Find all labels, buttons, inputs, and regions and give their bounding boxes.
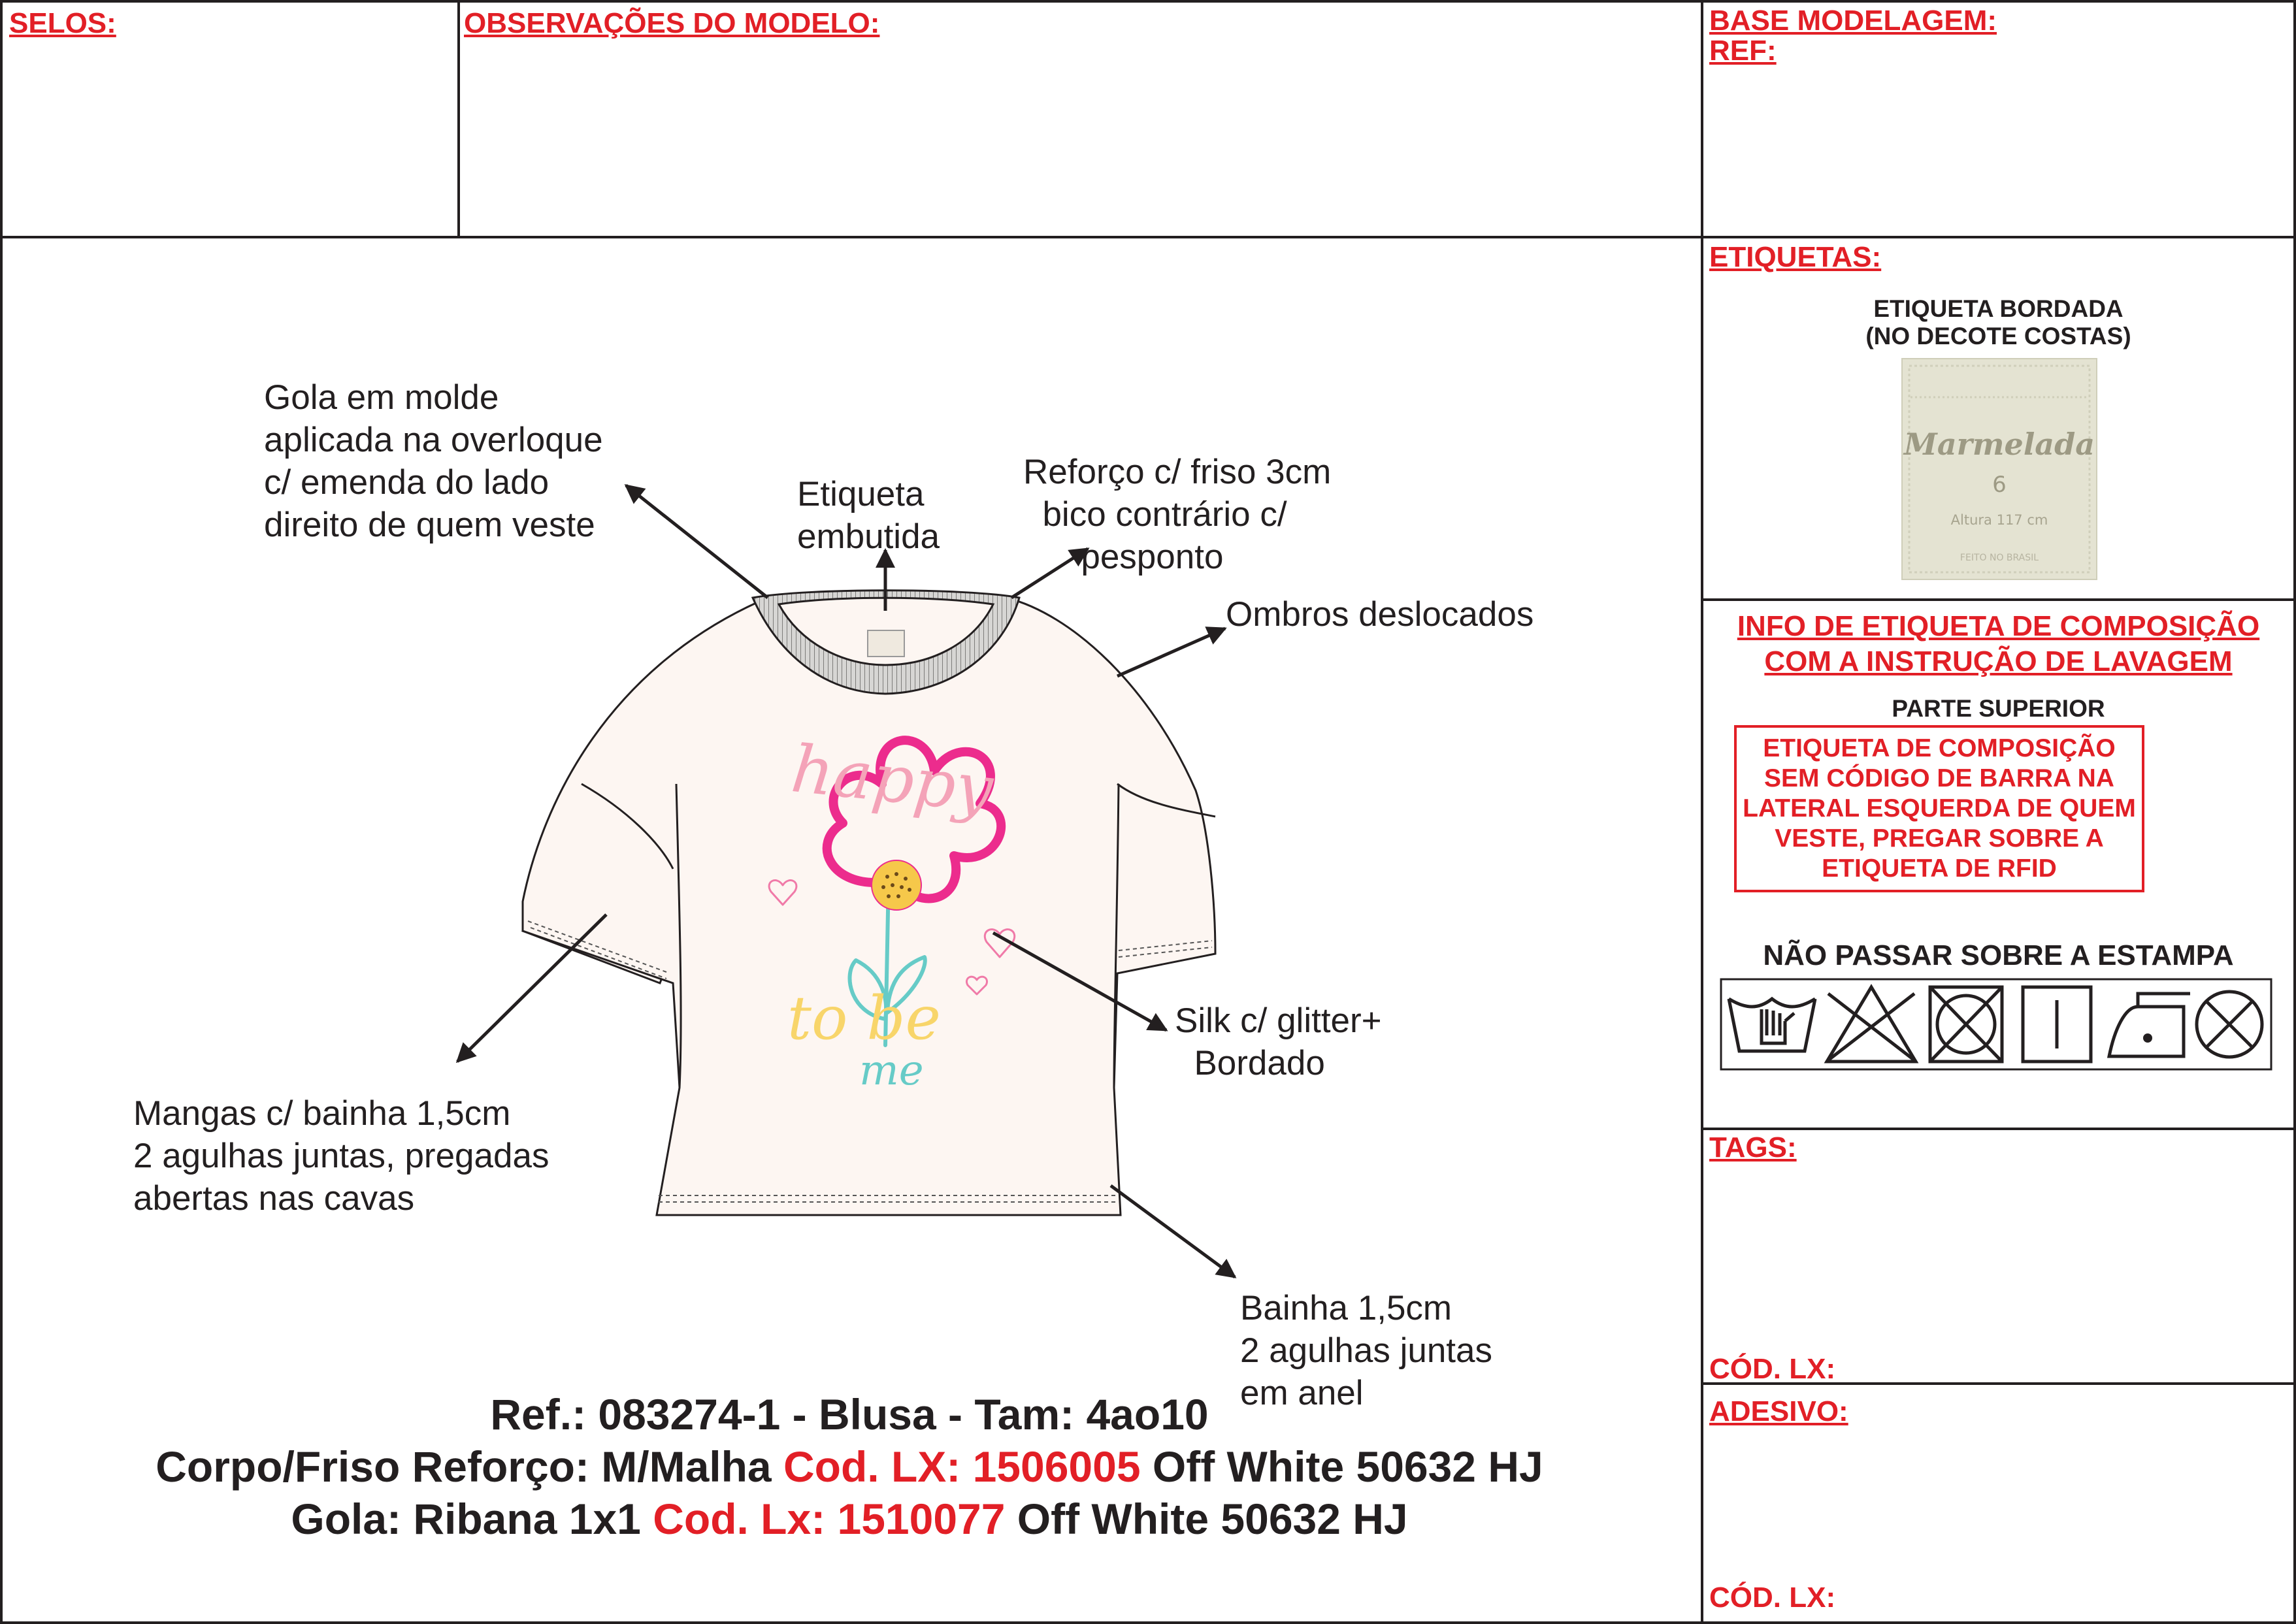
spec-gola-line: Gola: Ribana 1x1 Cod. Lx: 1510077 Off White 50632 HJ	[291, 1495, 1408, 1543]
spec-corpo-line: Corpo/Friso Reforço: M/Malha Cod. LX: 1506005 Off White 50632 HJ	[156, 1442, 1543, 1491]
parte-superior-label: PARTE SUPERIOR	[1892, 695, 2105, 722]
etiqueta-bordada-title: ETIQUETA BORDADA (NO DECOTE COSTAS)	[1865, 295, 2131, 349]
tags-label: TAGS:	[1709, 1131, 1797, 1163]
observacoes-label: OBSERVAÇÕES DO MODELO:	[464, 7, 880, 39]
nao-passar-warning: NÃO PASSAR SOBRE A ESTAMPA	[1763, 939, 2234, 971]
woven-label-image	[1901, 358, 2097, 580]
annotation-mangas: Mangas c/ bainha 1,5cm 2 agulhas juntas, pregadas abertas nas cavas	[133, 1094, 549, 1218]
label-height: Altura 117 cm	[1950, 512, 2048, 528]
label-made: FEITO NO BRASIL	[1960, 553, 2039, 563]
spec-ref-line: Ref.: 083274-1 - Blusa - Tam: 4ao10	[490, 1390, 1209, 1438]
adesivo-label: ADESIVO:	[1709, 1395, 1848, 1427]
etiquetas-label: ETIQUETAS:	[1709, 241, 1882, 273]
ref-label: REF:	[1709, 35, 1777, 67]
care-symbols-strip	[1720, 978, 2272, 1071]
annotation-gola: Gola em molde aplicada na overloque c/ emenda do lado direito de quem veste	[264, 378, 603, 544]
label-brand: Marmelada	[1903, 427, 2095, 462]
base-modelagem-label: BASE MODELAGEM:	[1709, 5, 1997, 37]
annotation-silk: Silk c/ glitter+ Bordado	[1175, 1001, 1382, 1082]
annotation-bainha: Bainha 1,5cm 2 agulhas juntas em anel	[1240, 1289, 1493, 1412]
print-word-happy: happy	[787, 730, 996, 828]
info-composicao-title: INFO DE ETIQUETA DE COMPOSIÇÃO COM A INSTRUÇÃO DE LAVAGEM	[1737, 610, 2260, 677]
print-word-me: me	[859, 1047, 924, 1095]
tags-cod-lx-label: CÓD. LX:	[1709, 1353, 1836, 1385]
composicao-instruction-box: ETIQUETA DE COMPOSIÇÃO SEM CÓDIGO DE BARRA NA LATERAL ESQUERDA DE QUEM VESTE, PREGAR SOBRE A ETIQUETA DE RFID	[1734, 725, 2144, 892]
annotation-ombros: Ombros deslocados	[1226, 595, 1534, 634]
adesivo-cod-lx-label: CÓD. LX:	[1709, 1582, 1836, 1614]
print-word-tobe: to be	[787, 983, 941, 1053]
annotation-etiqueta: Etiqueta embutida	[797, 475, 940, 556]
label-size: 6	[1992, 472, 2007, 498]
selos-label: SELOS:	[9, 7, 116, 39]
annotation-reforco: Reforço c/ friso 3cm bico contrário c/ pesponto	[1023, 453, 1332, 576]
